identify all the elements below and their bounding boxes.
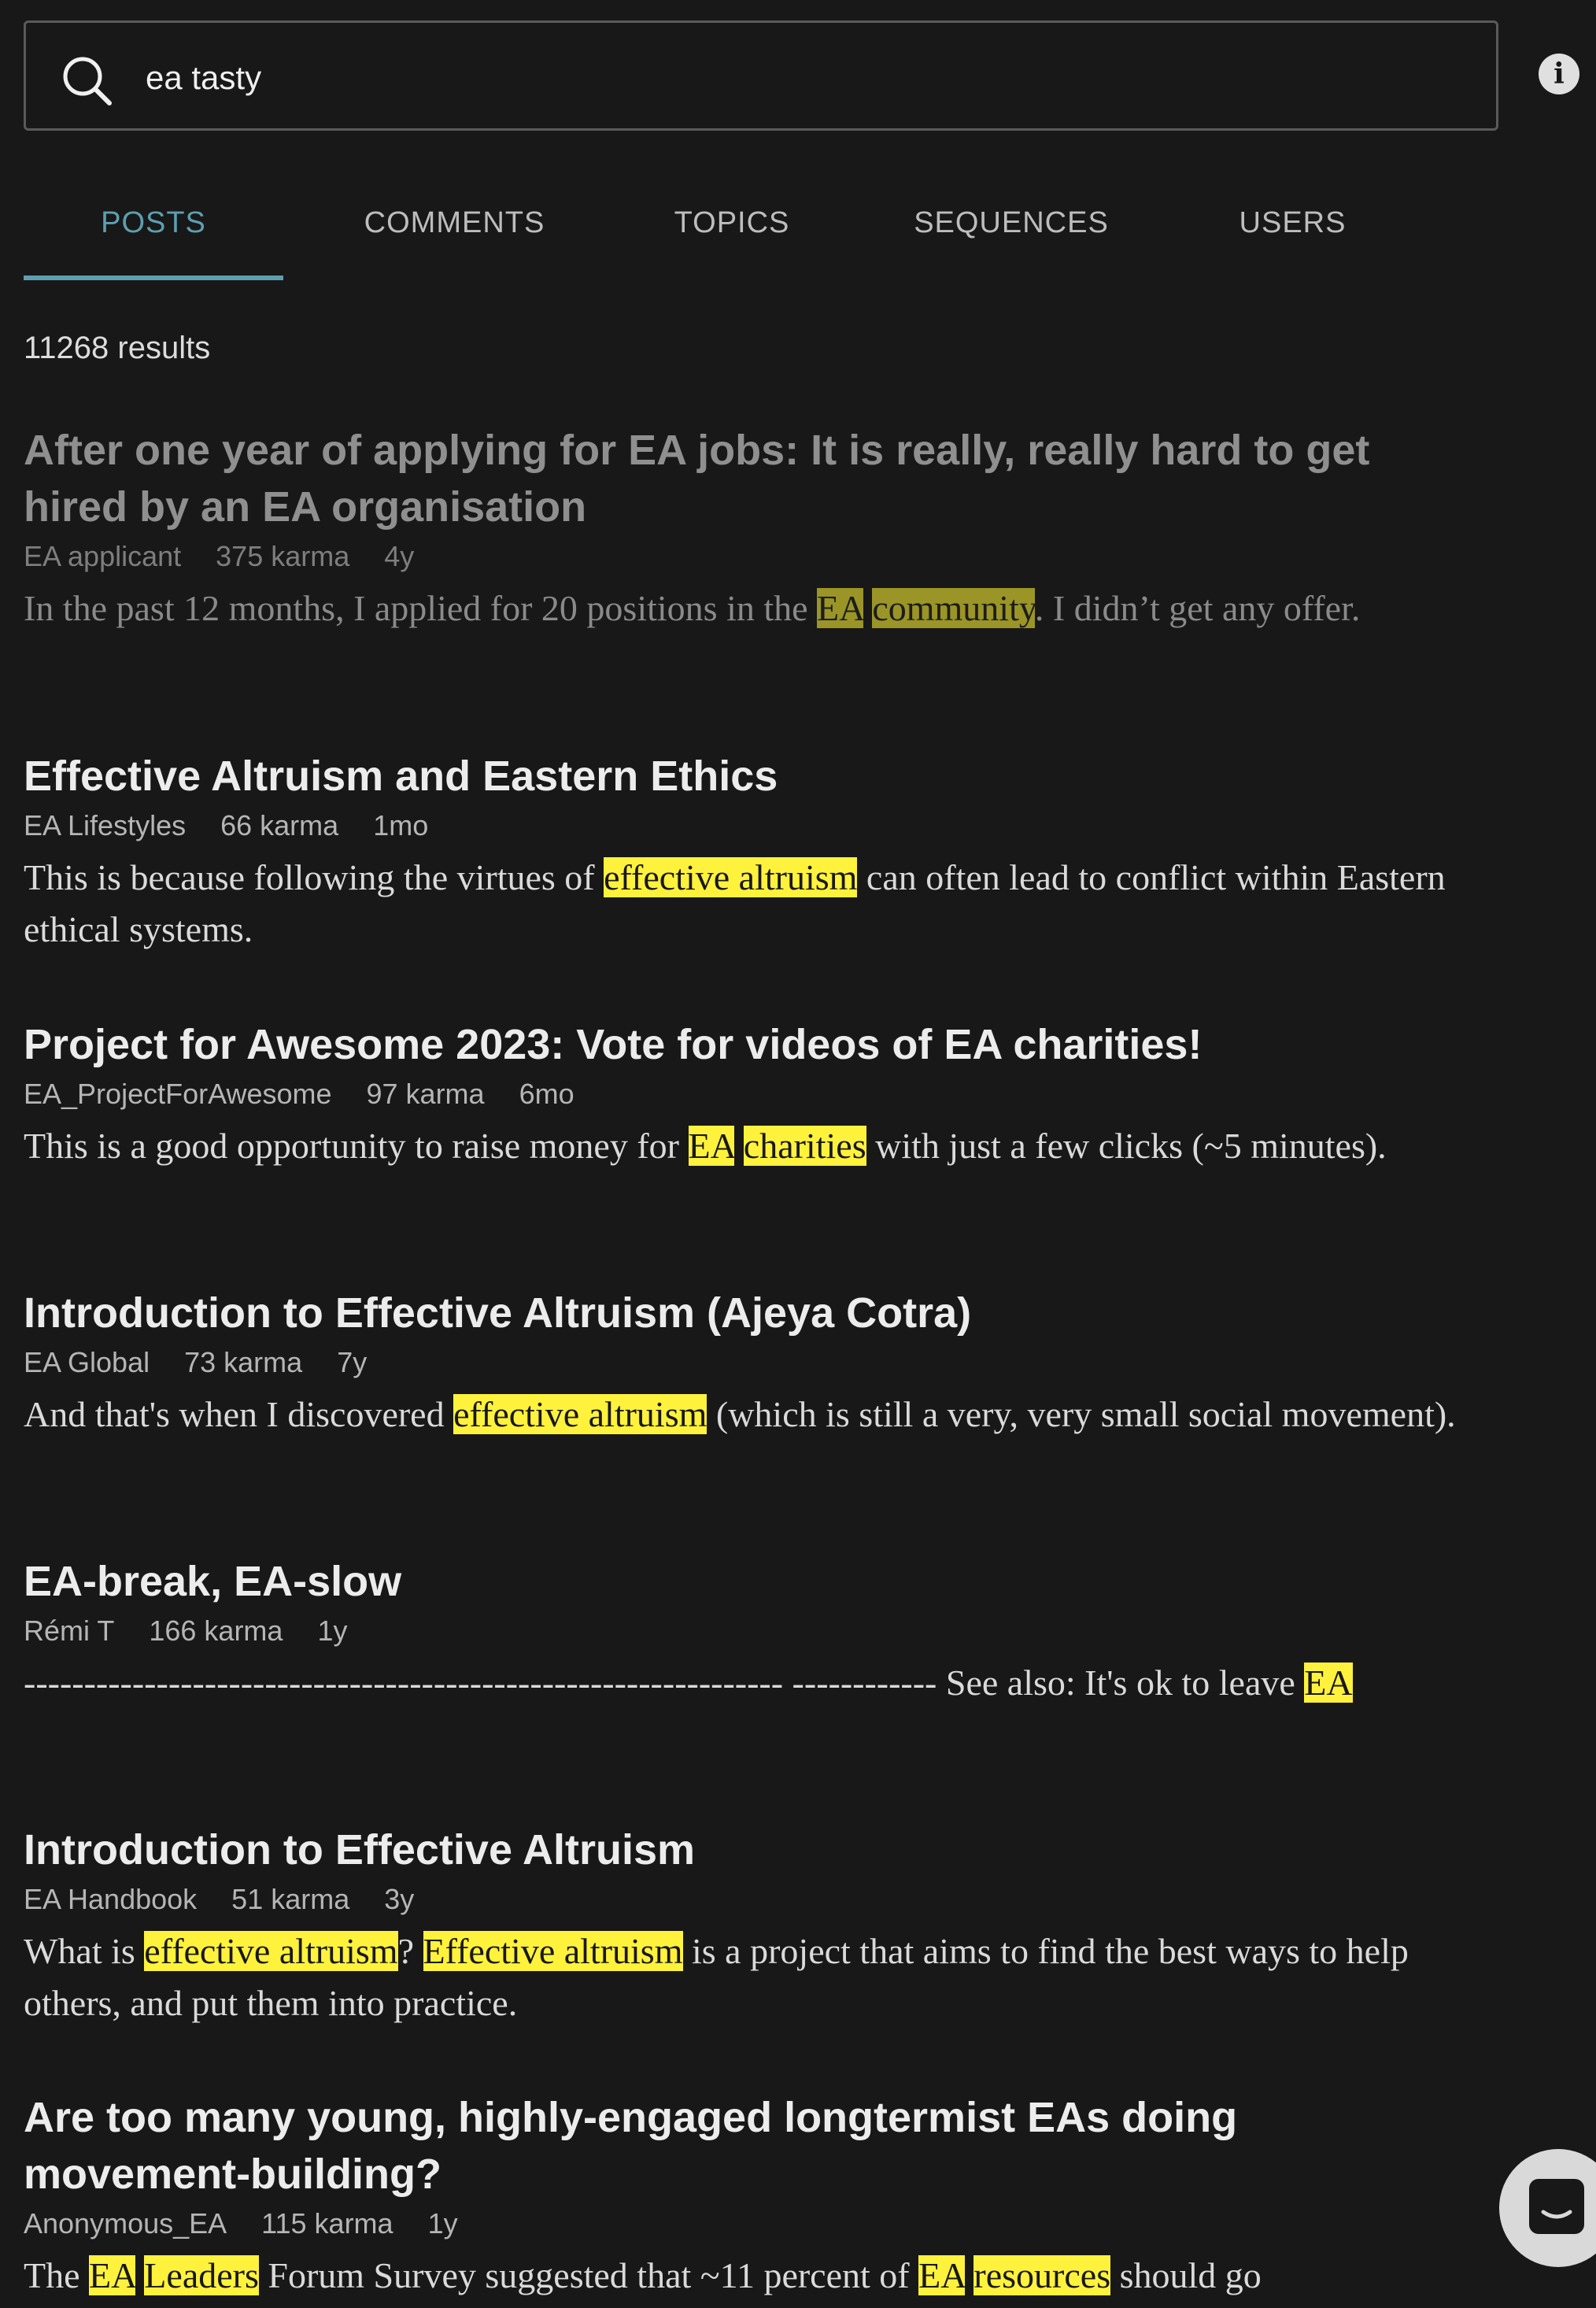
highlighted-term: effective altruism (604, 857, 858, 897)
snippet-text: should go (1110, 2255, 1262, 2295)
post-result[interactable] (24, 2089, 1456, 2302)
post-snippet (24, 1389, 1456, 1441)
post-meta (24, 1611, 1456, 1651)
post-age: 3y (384, 1883, 415, 1915)
post-meta (24, 806, 1456, 845)
tab-posts[interactable]: POSTS (101, 206, 206, 239)
post-author[interactable]: EA Global (24, 1346, 150, 1378)
post-snippet (24, 852, 1456, 956)
chat-launcher-button[interactable] (1499, 2149, 1596, 2267)
post-result[interactable] (24, 422, 1456, 634)
post-meta (24, 2204, 1456, 2243)
search-icon (59, 53, 114, 108)
snippet-text: with just a few clicks (~5 minutes). (866, 1126, 1387, 1166)
highlighted-term: effective altruism (144, 1931, 398, 1971)
post-result[interactable] (24, 1285, 1456, 1441)
snippet-text: What is (24, 1931, 145, 1971)
post-snippet (24, 583, 1456, 634)
post-age: 1y (427, 2207, 458, 2240)
highlighted-term: EA (1304, 1663, 1353, 1703)
post-title[interactable]: Introduction to Effective Altruism (24, 1826, 696, 1873)
tab-comments[interactable]: COMMENTS (364, 206, 545, 239)
post-meta (24, 537, 1456, 576)
highlighted-term: effective altruism (453, 1394, 707, 1434)
post-snippet (24, 1925, 1456, 2029)
post-karma: 51 karma (231, 1883, 350, 1915)
post-author[interactable]: EA_ProjectForAwesome (24, 1078, 332, 1110)
post-author[interactable]: EA applicant (24, 540, 182, 572)
post-age: 1y (317, 1614, 348, 1647)
snippet-text: This is because following the virtues of (24, 857, 604, 897)
post-author[interactable]: EA Lifestyles (24, 809, 187, 841)
active-tab-indicator (24, 276, 283, 280)
post-snippet (24, 1120, 1456, 1172)
snippet-text: In the past 12 months, I applied for 20 positions in the (24, 588, 818, 628)
post-title[interactable]: Project for Awesome 2023: Vote for videos of EA charities! (24, 1021, 1203, 1068)
post-age: 1mo (373, 809, 429, 841)
post-age: 4y (384, 540, 415, 572)
post-title[interactable]: Effective Altruism and Eastern Ethics (24, 753, 778, 800)
post-age: 7y (337, 1346, 368, 1378)
post-karma: 73 karma (184, 1346, 303, 1378)
snippet-text: (which is still a very, very small social movement). (707, 1394, 1456, 1434)
highlighted-term: resources (973, 2255, 1111, 2295)
tab-sequences[interactable]: SEQUENCES (914, 206, 1109, 239)
post-result[interactable] (24, 748, 1456, 956)
snippet-text: ? (397, 1931, 423, 1971)
tab-topics[interactable]: TOPICS (674, 206, 790, 239)
snippet-text: . I didn’t get any offer. (1034, 588, 1361, 628)
post-karma: 166 karma (149, 1614, 283, 1647)
post-result[interactable] (24, 1553, 1456, 1709)
highlighted-term: Effective altruism (423, 1931, 683, 1971)
post-meta (24, 1343, 1456, 1382)
tab-users[interactable]: USERS (1239, 206, 1347, 239)
post-snippet (24, 2250, 1456, 2302)
post-author[interactable]: Rémi T (24, 1614, 115, 1647)
post-meta (24, 1074, 1456, 1114)
snippet-text: And that's when I discovered (24, 1394, 454, 1434)
highlighted-term: Leaders (144, 2255, 259, 2295)
search-input[interactable] (144, 45, 1446, 111)
snippet-text: --------------------------------------------------------------- ------------ See also: It's ok to leave (24, 1663, 1305, 1703)
snippet-text (965, 2255, 974, 2295)
highlighted-term: EA (918, 2255, 965, 2295)
highlighted-term: EA (688, 1126, 735, 1166)
post-author[interactable]: Anonymous_EA (24, 2207, 227, 2240)
chat-icon (1499, 2149, 1596, 2267)
post-karma: 115 karma (261, 2207, 393, 2240)
post-karma: 375 karma (216, 540, 350, 572)
results-count: 11268 results (24, 331, 211, 365)
post-title[interactable]: Are too many young, highly-engaged longtermist EAs doing movement-building? (24, 2094, 1238, 2198)
post-karma: 97 karma (366, 1078, 485, 1110)
post-result[interactable] (24, 1016, 1456, 1172)
snippet-text (135, 2255, 145, 2295)
search-tabs (24, 175, 1498, 282)
snippet-text: is a project that aims to find the best ways to help others, and put them into practice. (24, 1931, 1409, 2023)
search-box[interactable] (24, 20, 1498, 131)
snippet-text: The (24, 2255, 90, 2295)
post-result[interactable] (24, 1822, 1456, 2029)
highlighted-term: EA (89, 2255, 135, 2295)
info-icon[interactable]: i (1539, 54, 1579, 94)
highlighted-term: community (872, 588, 1035, 628)
snippet-text: This is a good opportunity to raise money for (24, 1126, 689, 1166)
post-title[interactable]: EA-break, EA-slow (24, 1558, 402, 1605)
post-age: 6mo (519, 1078, 574, 1110)
snippet-text (863, 588, 873, 628)
snippet-text (734, 1126, 744, 1166)
post-title[interactable]: Introduction to Effective Altruism (Ajeya Cotra) (24, 1289, 972, 1337)
post-title[interactable]: After one year of applying for EA jobs: It is really, really hard to get hired by an EA organisation (24, 427, 1370, 531)
post-meta (24, 1880, 1456, 1919)
highlighted-term: EA (817, 588, 863, 628)
highlighted-term: charities (743, 1126, 866, 1166)
snippet-text: can often lead to conflict within Eastern ethical systems. (24, 857, 1446, 949)
snippet-text: Forum Survey suggested that ~11 percent of (258, 2255, 919, 2295)
post-author[interactable]: EA Handbook (24, 1883, 198, 1915)
post-karma: 66 karma (220, 809, 339, 841)
post-snippet (24, 1657, 1456, 1709)
